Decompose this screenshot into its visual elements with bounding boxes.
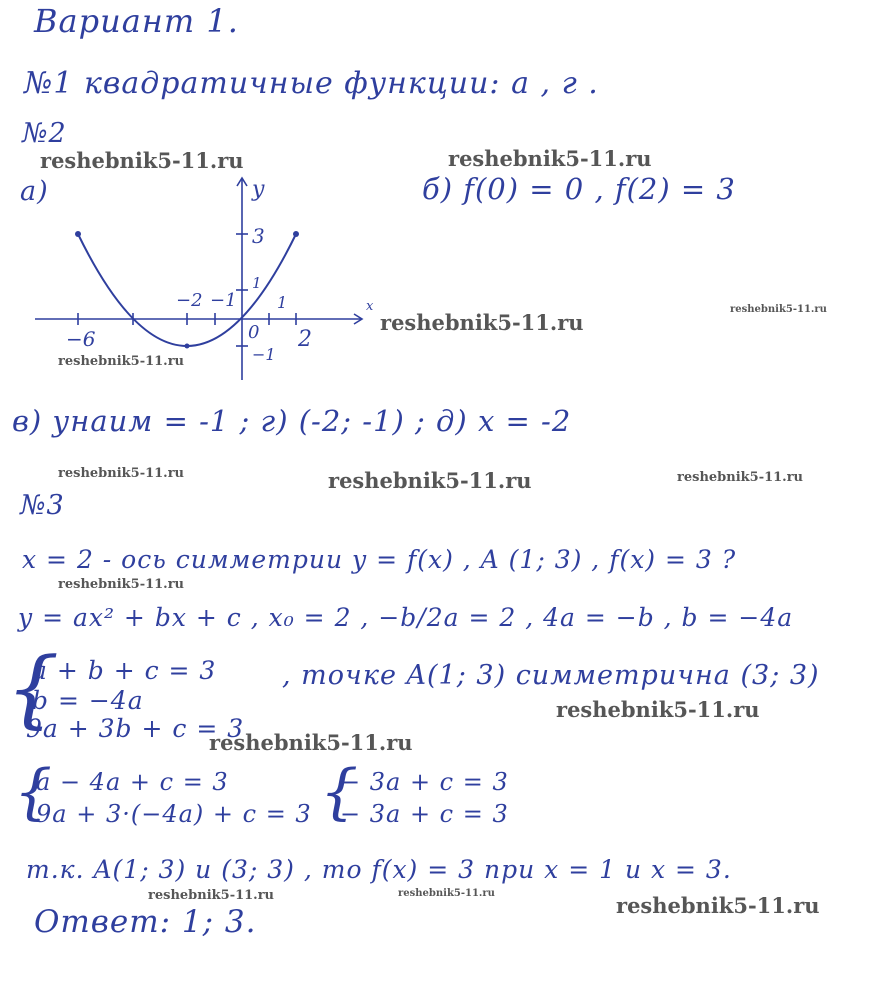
task2-a-label: а) bbox=[20, 176, 49, 207]
system3-eq2: − 3a + c = 3 bbox=[340, 800, 509, 828]
watermark: reshebnik5-11.ru bbox=[677, 470, 804, 485]
watermark: reshebnik5-11.ru bbox=[556, 697, 760, 722]
watermark: reshebnik5-11.ru bbox=[209, 730, 413, 755]
system1-eq3: 9a + 3b + c = 3 bbox=[26, 714, 245, 743]
tick-label-y1: 1 bbox=[252, 274, 262, 292]
watermark: reshebnik5-11.ru bbox=[148, 888, 275, 903]
tick-label-neg1: −1 bbox=[210, 290, 237, 311]
watermark: reshebnik5-11.ru bbox=[616, 893, 820, 918]
answer-line: Ответ: 1; 3. bbox=[34, 904, 257, 940]
task3-line1: x = 2 - ось симметрии y = f(x) , A (1; 3) , f(x) = 3 ? bbox=[22, 545, 737, 574]
system2-eq2: 9a + 3·(−4a) + c = 3 bbox=[36, 800, 312, 828]
y-axis-label: y bbox=[252, 177, 265, 202]
left-endpoint bbox=[75, 231, 81, 237]
watermark: reshebnik5-11.ru bbox=[380, 310, 584, 335]
tick-label-zero: 0 bbox=[248, 322, 260, 343]
watermark: reshebnik5-11.ru bbox=[448, 146, 652, 171]
watermark: reshebnik5-11.ru bbox=[328, 468, 532, 493]
task1-line: №1 квадратичные функции: а , г . bbox=[24, 66, 599, 101]
watermark: reshebnik5-11.ru bbox=[398, 888, 495, 899]
task3-line2: y = ax² + bx + c , x₀ = 2 , −b/2a = 2 , 4a = −b , b = −4a bbox=[18, 603, 794, 632]
conclusion-line: т.к. A(1; 3) и (3; 3) , то f(x) = 3 при x = 1 и x = 3. bbox=[26, 855, 732, 884]
tick-label-two: 2 bbox=[298, 327, 312, 352]
tick-label-three: 3 bbox=[252, 224, 265, 248]
system2-brace: { bbox=[14, 757, 53, 827]
system1-eq2: b = −4a bbox=[32, 686, 144, 715]
task3-number: №3 bbox=[20, 490, 65, 521]
tick-label-one: 1 bbox=[277, 293, 288, 312]
task2-b-line: б) f(0) = 0 , f(2) = 3 bbox=[422, 172, 736, 206]
tick-label-yneg1: −1 bbox=[252, 345, 276, 364]
system2-eq1: a − 4a + c = 3 bbox=[36, 768, 229, 796]
watermark: reshebnik5-11.ru bbox=[40, 148, 244, 173]
symmetry-statement: , точке A(1; 3) симметрична (3; 3) bbox=[282, 660, 820, 691]
system3-brace: { bbox=[320, 757, 359, 827]
watermark: reshebnik5-11.ru bbox=[58, 354, 185, 369]
task2-number: №2 bbox=[22, 118, 67, 149]
system1-eq1: a + b + c = 3 bbox=[32, 656, 217, 685]
vertex-point bbox=[185, 344, 190, 349]
watermark: reshebnik5-11.ru bbox=[58, 466, 185, 481]
parabola-graph bbox=[30, 170, 374, 385]
tick-label-neg2: −2 bbox=[176, 290, 203, 311]
system3-eq1: − 3a + c = 3 bbox=[340, 768, 509, 796]
variant-heading: Вариант 1. bbox=[34, 2, 239, 40]
watermark: reshebnik5-11.ru bbox=[730, 304, 827, 315]
x-axis-label: x bbox=[366, 299, 374, 314]
task2-vgd-line: в) унаим = -1 ; г) (-2; -1) ; д) x = -2 bbox=[12, 404, 572, 438]
watermark: reshebnik5-11.ru bbox=[58, 577, 185, 592]
system1-brace: { bbox=[6, 639, 60, 737]
right-endpoint bbox=[293, 231, 299, 237]
tick-label-neg6: −6 bbox=[66, 327, 96, 351]
